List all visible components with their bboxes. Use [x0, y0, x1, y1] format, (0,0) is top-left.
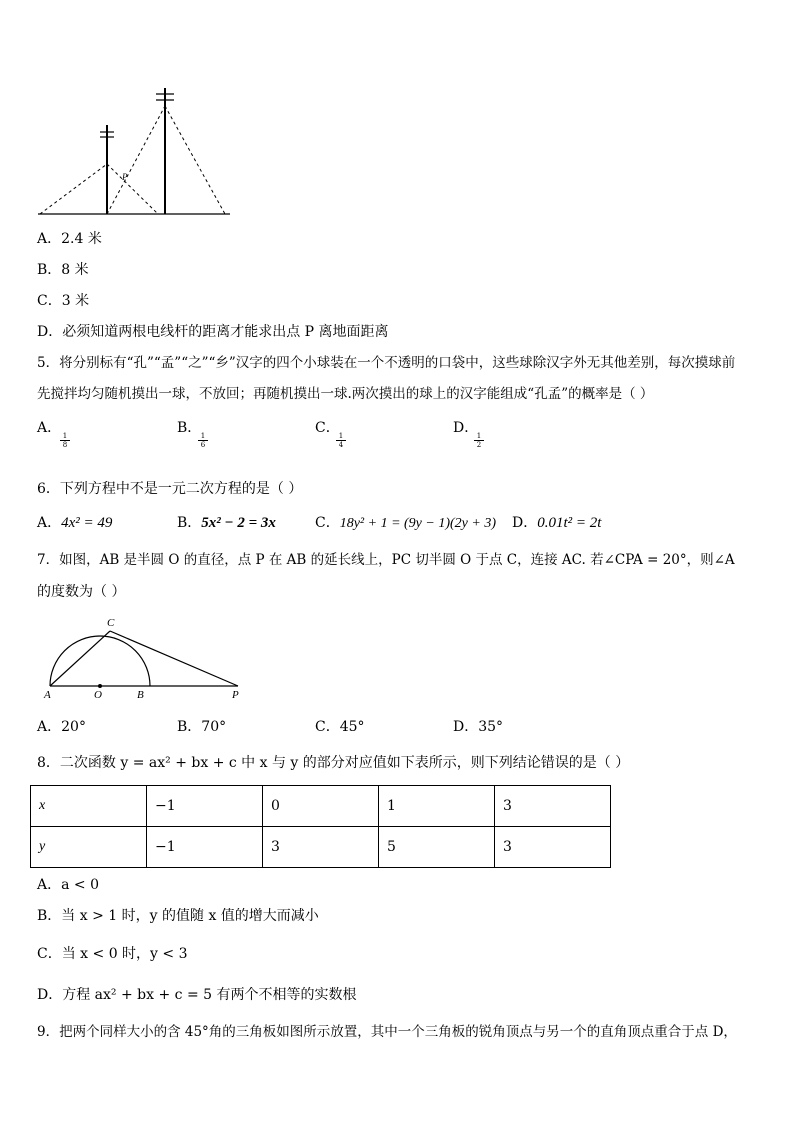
q7-stem-line2: 的度数为（ ）	[37, 584, 126, 600]
q5-option-b-letter: B．	[177, 420, 202, 436]
q8-option-d: D．方程 ax² + bx + c = 5 有两个不相等的实数根	[37, 987, 357, 1003]
q9-stem-line1: 9．把两个同样大小的含 45°角的三角板如图所示放置，其中一个三角板的锐角顶点与另一个的直角顶点重合于点 D，	[37, 1024, 737, 1040]
q6-stem: 6．下列方程中不是一元二次方程的是（ ）	[37, 481, 303, 497]
table-cell: −1	[147, 786, 263, 827]
table-cell: x	[31, 786, 147, 827]
q8-stem: 8．二次函数 y = ax² + bx + c 中 x 与 y 的部分对应值如下表所示，则下列结论错误的是（ ）	[37, 755, 630, 771]
label-p: P	[232, 689, 239, 700]
q6-option-d: D．0.01t² = 2t	[512, 515, 602, 531]
q4-option-c: C．3 米	[37, 293, 90, 309]
table-row	[31, 786, 611, 827]
label-o: O	[94, 689, 102, 700]
label-b: B	[137, 689, 144, 700]
table-cell: 3	[263, 827, 379, 868]
q7-option-a: A．20°	[37, 719, 86, 735]
q8-option-a: A．a < 0	[37, 877, 100, 893]
q8-option-b: B．当 x > 1 时，y 的值随 x 值的增大而减小	[37, 908, 319, 924]
q8-table	[30, 785, 611, 868]
q5-option-d-fraction: $\frac{1}{2}$	[474, 432, 484, 449]
q4-option-b: B．8 米	[37, 262, 89, 278]
table-cell: 3	[495, 786, 611, 827]
point-p-label: P	[122, 172, 128, 182]
q5-option-a-fraction: $\frac{1}{8}$	[60, 432, 70, 449]
table-cell: 1	[379, 786, 495, 827]
q4-option-a: A．2.4 米	[37, 231, 102, 247]
q7-option-c: C．45°	[315, 719, 365, 735]
q7-stem-line1: 7．如图，AB 是半圆 O 的直径，点 P 在 AB 的延长线上，PC 切半圆 O 于点 C，连接 AC. 若∠CPA = 20°，则∠A	[37, 552, 735, 568]
q6-option-a: A．4x² = 49	[37, 515, 113, 531]
q5-option-d-letter: D．	[453, 420, 479, 436]
line-cp	[110, 631, 238, 686]
q5-option-b-fraction: $\frac{1}{6}$	[198, 432, 208, 449]
table-cell: −1	[147, 827, 263, 868]
q4-figure	[30, 80, 240, 220]
semicircle	[50, 636, 150, 686]
q7-figure	[40, 610, 255, 700]
q5-option-c-letter: C．	[315, 420, 340, 436]
q6-option-c: C．18y² + 1 = (9y − 1)(2y + 3)	[315, 515, 496, 531]
q8-option-c: C．当 x < 0 时，y < 3	[37, 946, 188, 962]
center-o-dot	[98, 684, 102, 688]
q5-stem-line1: 5．将分别标有“孔”“孟”“之”“乡”汉字的四个小球装在一个不透明的口袋中，这些球除汉字外无其他差别，每次摸球前	[37, 355, 736, 371]
q7-option-d: D．35°	[453, 719, 504, 735]
table-cell: y	[31, 827, 147, 868]
table-row	[31, 827, 611, 868]
q7-option-b: B．70°	[177, 719, 227, 735]
q4-option-d: D．必须知道两根电线杆的距离才能求出点 P 离地面距离	[37, 324, 389, 340]
table-cell: 0	[263, 786, 379, 827]
line-ac	[50, 631, 110, 686]
q5-option-c-fraction: $\frac{1}{4}$	[336, 432, 346, 449]
table-cell: 5	[379, 827, 495, 868]
q5-stem-line2: 先搅拌均匀随机摸出一球，不放回；再随机摸出一球.两次摸出的球上的汉字能组成“孔孟”的概率是（ ）	[37, 386, 654, 402]
q6-option-b: B．5x² − 2 = 3x	[177, 515, 276, 531]
q5-option-a-letter: A．	[37, 420, 62, 436]
label-c: C	[107, 617, 115, 629]
label-a: A	[44, 689, 51, 700]
table-cell: 3	[495, 827, 611, 868]
